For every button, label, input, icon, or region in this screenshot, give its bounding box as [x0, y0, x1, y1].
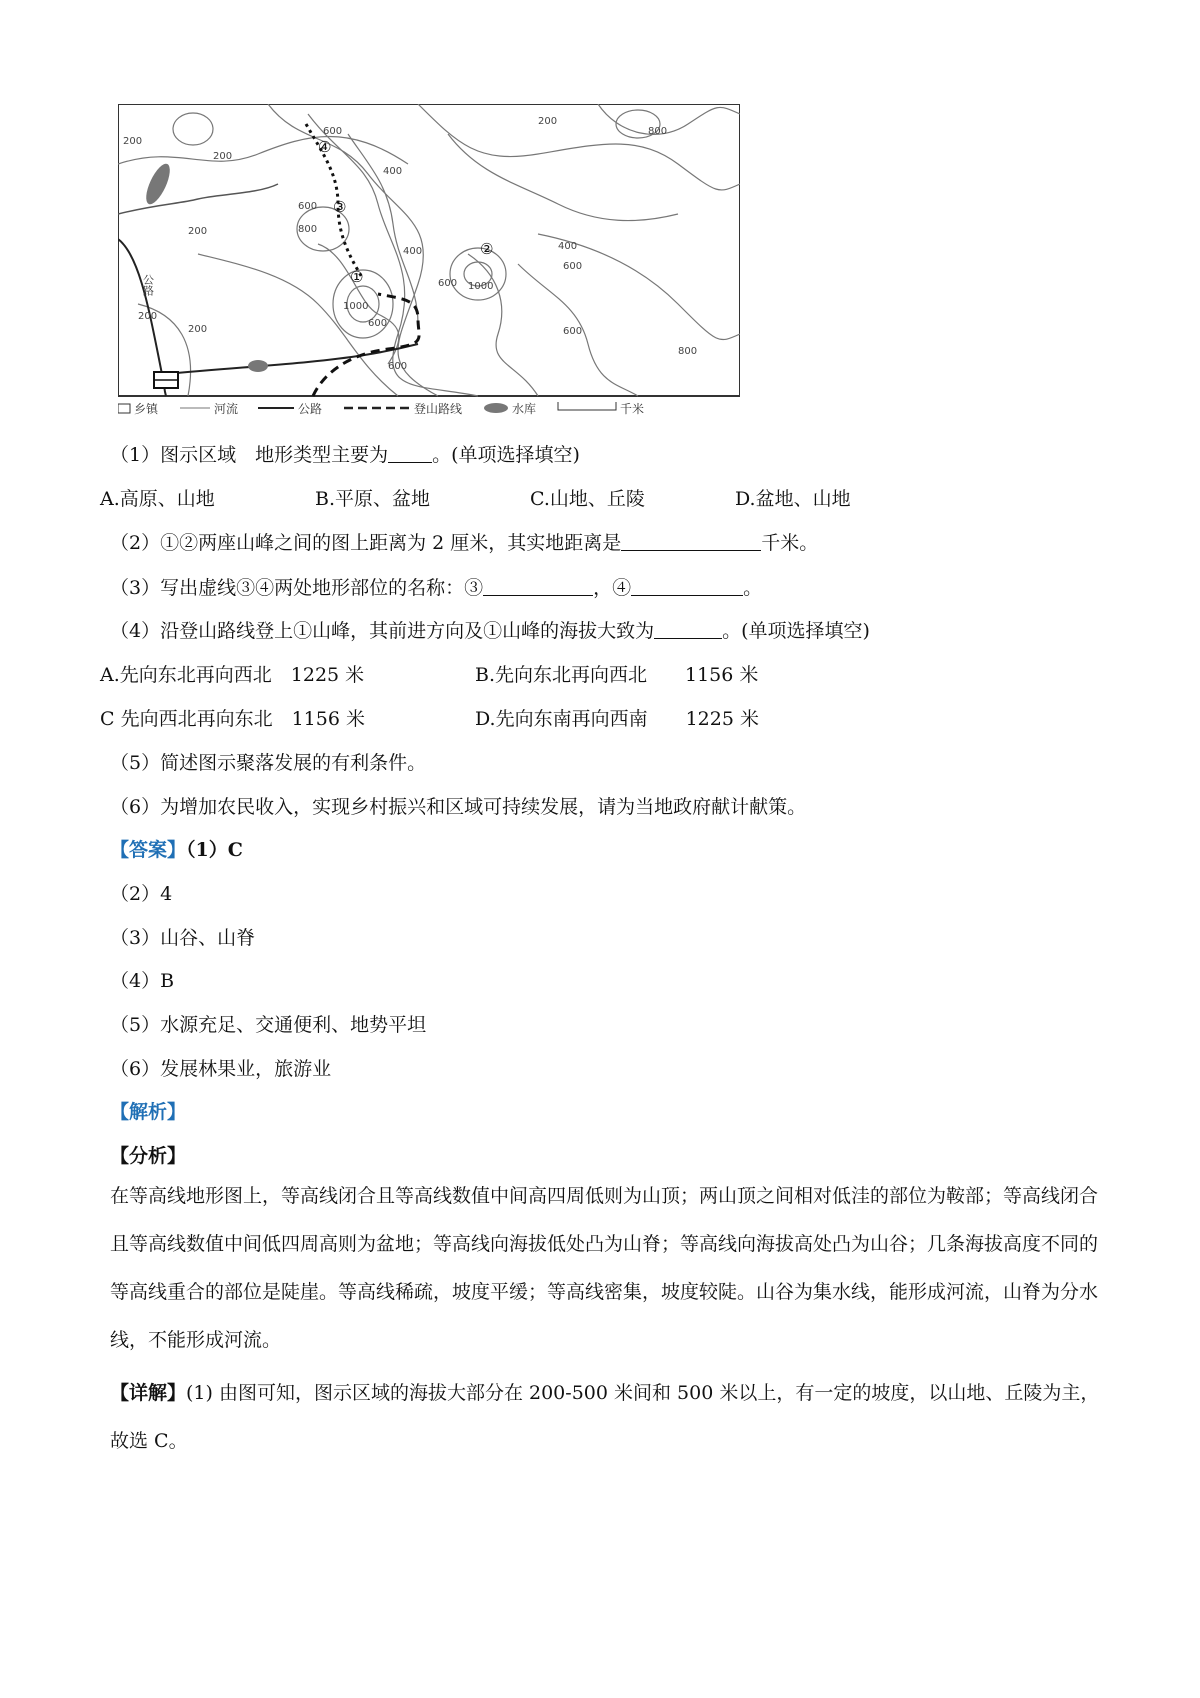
contour-label: 200: [138, 311, 158, 322]
question-1: [110, 440, 1110, 470]
contour-label: 200: [123, 136, 143, 147]
answer-2: （2）4: [110, 883, 173, 905]
contour-label: 600: [298, 201, 318, 212]
marker-3: ③: [333, 198, 347, 216]
marker-4: ④: [318, 138, 332, 156]
contour-label: 200: [213, 151, 233, 162]
fenxi-tag: 【分析】: [110, 1145, 187, 1167]
answer-tag: 【答案】: [110, 839, 187, 861]
answer-6: （6）发展林果业，旅游业: [110, 1058, 332, 1080]
contour-label: 800: [298, 224, 318, 235]
contour-label: 600: [438, 278, 458, 289]
contour-label: 800: [678, 346, 698, 357]
contour-label: 600: [563, 326, 583, 337]
road-label: 公路: [141, 274, 155, 296]
question-2: [110, 528, 1110, 558]
contour-label: 600: [563, 261, 583, 272]
legend-town: 乡镇: [134, 402, 159, 416]
q4-option-a: A.先向东北再向西北 1225 米: [100, 664, 365, 686]
question-2-end: 千米。: [761, 532, 819, 554]
answer-5: （5）水源充足、交通便利、地势平坦: [110, 1014, 427, 1036]
q1-option-d: D.盆地、山地: [735, 488, 851, 510]
contour-label: 400: [383, 166, 403, 177]
contour-label: 600: [323, 126, 343, 137]
contour-label: 800: [648, 126, 668, 137]
marker-1: ①: [350, 268, 364, 286]
analysis-tag: 【解析】: [110, 1101, 187, 1123]
answer-blank: [621, 532, 761, 551]
question-1-end: 。(单项选择填空): [432, 444, 580, 466]
question-3: [110, 573, 1110, 603]
question-1-text: （1）图示区域 地形类型主要为: [110, 444, 389, 466]
answer-blank: [388, 444, 432, 463]
contour-label: 600: [388, 361, 408, 372]
contour-label: 1000: [468, 281, 494, 292]
question-3-end: 。: [743, 577, 763, 599]
contour-label: 400: [558, 241, 578, 252]
legend-reservoir: 水库: [512, 402, 537, 416]
legend-river: 河流: [214, 402, 239, 416]
q1-option-a: A.高原、山地: [100, 488, 215, 510]
answer-blank: [654, 620, 722, 639]
question-3-text: （3）写出虚线③④两处地形部位的名称：③: [110, 577, 484, 599]
answer-1: [110, 835, 1110, 865]
q4-option-b: B.先向东北再向西北 1156 米: [475, 664, 759, 686]
marker-2: ②: [480, 240, 494, 258]
answer-3: （3）山谷、山脊: [110, 927, 256, 949]
answer-1-text: （1）C: [186, 839, 243, 861]
question-3-mid: ，④: [593, 577, 632, 599]
contour-label: 600: [368, 318, 388, 329]
q1-option-c: C.山地、丘陵: [530, 488, 645, 510]
question-5: （5）简述图示聚落发展的有利条件。: [110, 752, 427, 774]
legend-trail: 登山路线: [414, 402, 463, 416]
contour-label: 200: [188, 324, 208, 335]
legend-road: 公路: [298, 402, 323, 416]
detail-paragraph: [110, 1369, 1100, 1465]
detail-text: (1) 由图可知，图示区域的海拔大部分在 200-500 米间和 500 米以上，有一定的坡度，以山地、丘陵为主，故选 C。: [110, 1382, 1100, 1452]
contour-label: 200: [538, 116, 558, 127]
answer-blank: [631, 577, 743, 596]
q1-option-b: B.平原、盆地: [315, 488, 431, 510]
detail-tag: 【详解】: [110, 1382, 187, 1404]
contour-label: 200: [188, 226, 208, 237]
q4-option-c: C 先向西北再向东北 1156 米: [100, 708, 365, 730]
question-4-text: （4）沿登山路线登上①山峰，其前进方向及①山峰的海拔大致为: [110, 620, 655, 642]
answer-4: （4）B: [110, 970, 175, 992]
fenxi-text: 在等高线地形图上，等高线闭合且等高线数值中间高四周低则为山顶；两山顶之间相对低洼的部位为鞍部；等高线闭合且等高线数值中间低四周高则为盆地；等高线向海拔低处凸为山脊；等高线向海拔高处凸为山谷；几条海拔高度不同的等高线重合的部位是陡崖。等高线稀疏，坡度平缓；等高线密集，坡度较陡。山谷为集水线，能形成河流，山脊为分水线，不能形成河流。: [110, 1185, 1099, 1351]
contour-label: 400: [403, 246, 423, 257]
question-4: [110, 616, 1110, 646]
contour-map-figure: [118, 104, 740, 464]
question-6: （6）为增加农民收入，实现乡村振兴和区域可持续发展，请为当地政府献计献策。: [110, 796, 807, 818]
answer-blank: [483, 577, 593, 596]
q4-option-d: D.先向东南再向西南 1225 米: [475, 708, 759, 730]
question-4-end: 。(单项选择填空): [722, 620, 870, 642]
contour-label: 1000: [343, 301, 369, 312]
question-2-text: （2）①②两座山峰之间的图上距离为 2 厘米，其实地距离是: [110, 532, 622, 554]
legend-scale: 千米: [620, 402, 645, 416]
